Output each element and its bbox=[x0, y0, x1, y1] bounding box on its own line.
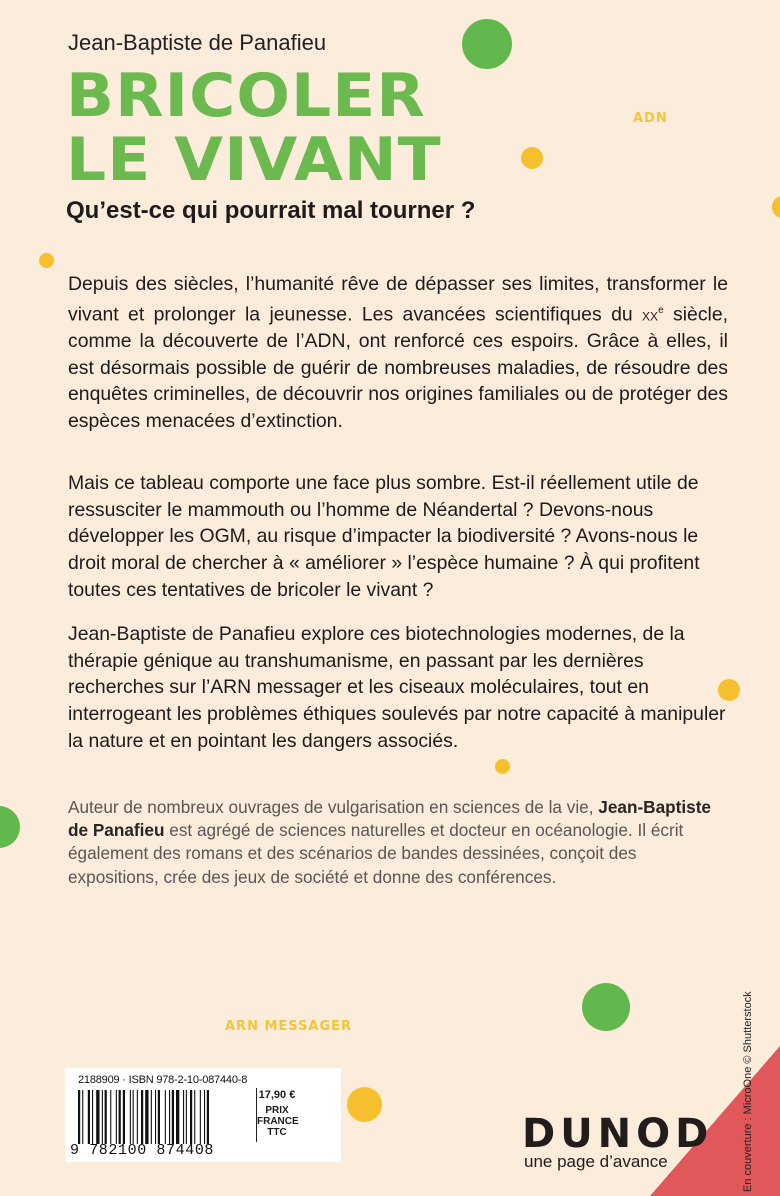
barcode-bar bbox=[145, 1090, 148, 1144]
paragraph-2: Mais ce tableau comporte une face plus sombre. Est-il réellement utile de ressusciter le mammouth ou l’homme de Néandertal ? Devons-nous développer les OGM, au risque d’impacter la biodiversité ? Avons-nous le droit moral de chercher à « améliorer » l’espèce humaine ? À qui profitent toutes ces tentatives de bricoler le vivant ? bbox=[68, 472, 700, 601]
yellow-dot-small bbox=[521, 147, 543, 169]
barcode-bar bbox=[169, 1090, 170, 1144]
green-dot-bottom bbox=[582, 983, 630, 1031]
isbn-text: 2188909 · ISBN 978-2-10-087440-8 bbox=[78, 1074, 248, 1086]
paragraph-1-start: Depuis des siècles, l’humanité rêve de dépasser ses limites, transformer le vivant et prolonger la jeunesse. Les avancées scientifiques du bbox=[68, 273, 728, 326]
tag-adn: ADN bbox=[633, 111, 668, 126]
barcode-bar bbox=[194, 1090, 195, 1144]
price-box bbox=[256, 1088, 297, 1142]
paragraph-1-end: siècle, comme la découverte de l’ADN, ont renforcé ces espoirs. Grâce à elles, il est désormais possible de guérir de nombreuses maladies, de résoudre des enquêtes criminelles, de découvrir nos origines familiales ou de protéger des espèces menacées d’extinction. bbox=[68, 303, 728, 432]
yellow-dot-left bbox=[39, 253, 54, 268]
title-line-2: LE VIVANT bbox=[66, 125, 442, 195]
century-numeral: xx bbox=[642, 304, 659, 325]
tag-arn-messager: ARN MESSAGER bbox=[225, 1019, 353, 1034]
paragraph-1 bbox=[68, 271, 728, 435]
title-line-1: BRICOLER bbox=[66, 61, 426, 131]
price-label-ttc: TTC bbox=[267, 1127, 287, 1138]
barcode-bar bbox=[183, 1090, 184, 1144]
barcode-bar bbox=[116, 1090, 117, 1144]
barcode-bar bbox=[165, 1090, 166, 1144]
barcode-bar bbox=[176, 1090, 179, 1144]
barcode-bar bbox=[190, 1090, 192, 1144]
barcode-bar bbox=[78, 1090, 80, 1144]
barcode-bar bbox=[155, 1090, 156, 1144]
publisher-logo: DUNOD bbox=[522, 1111, 714, 1157]
green-dot-left bbox=[0, 806, 20, 848]
barcode-bar bbox=[96, 1090, 99, 1144]
barcode-icon bbox=[78, 1090, 248, 1144]
barcode-bar bbox=[88, 1090, 90, 1144]
barcode-bar bbox=[123, 1090, 125, 1144]
price-label-prix: PRIX bbox=[265, 1105, 289, 1116]
barcode-bar bbox=[204, 1090, 205, 1144]
barcode-bar bbox=[151, 1090, 152, 1144]
subtitle: Qu’est-ce qui pourrait mal tourner ? bbox=[66, 197, 476, 224]
barcode-bar bbox=[207, 1090, 209, 1144]
bio-start: Auteur de nombreux ouvrages de vulgarisation en sciences de la vie, bbox=[68, 797, 599, 817]
yellow-dot-tiny bbox=[495, 759, 510, 774]
barcode-bar bbox=[141, 1090, 143, 1144]
barcode-bar bbox=[130, 1090, 131, 1144]
price-label-france: FRANCE bbox=[257, 1116, 299, 1127]
barcode-bar bbox=[105, 1090, 107, 1144]
author-bio bbox=[68, 796, 732, 889]
barcode-bar bbox=[200, 1090, 201, 1144]
barcode-bar bbox=[119, 1090, 121, 1144]
barcode-digits: 9 782100 874408 bbox=[70, 1142, 215, 1159]
yellow-dot-edge bbox=[772, 196, 780, 218]
century-superscript: e bbox=[658, 304, 664, 316]
paragraph-3: Jean-Baptiste de Panafieu explore ces biotechnologies modernes, de la thérapie génique au transhumanisme, en passant par les dernières recherches sur l’ARN messager et les ciseaux moléculaires, tout en interrogeant les problèmes éthiques soulevés par notre capacité à manipuler la nature et en pointant les dangers associés. bbox=[68, 623, 726, 752]
barcode-bar bbox=[102, 1090, 103, 1144]
author-name: Jean-Baptiste de Panafieu bbox=[68, 30, 327, 55]
bio-author-name: Jean-Baptiste de Panafieu bbox=[68, 797, 711, 841]
barcode-bar bbox=[82, 1090, 83, 1144]
barcode-bar bbox=[172, 1090, 174, 1144]
publisher-tagline: une page d’avance bbox=[524, 1152, 668, 1171]
green-dot-top bbox=[462, 19, 512, 69]
bio-end: est agrégé de sciences naturelles et docteur en océanologie. Il écrit également des romans et des scénarios de bandes dessinées, conçoit des expositions, crée des jeux de société et donne des conférences. bbox=[68, 820, 684, 887]
barcode-bar bbox=[158, 1090, 160, 1144]
barcode-bar bbox=[110, 1090, 111, 1144]
price: 17,90 € bbox=[258, 1089, 296, 1101]
barcode-bar bbox=[133, 1090, 134, 1144]
barcode-bar bbox=[92, 1090, 93, 1144]
yellow-dot-bottom bbox=[347, 1087, 382, 1122]
barcode-bar bbox=[186, 1090, 187, 1144]
barcode-bar bbox=[137, 1090, 138, 1144]
image-credit: En couverture : MicroOne © Shutterstock bbox=[742, 991, 754, 1192]
